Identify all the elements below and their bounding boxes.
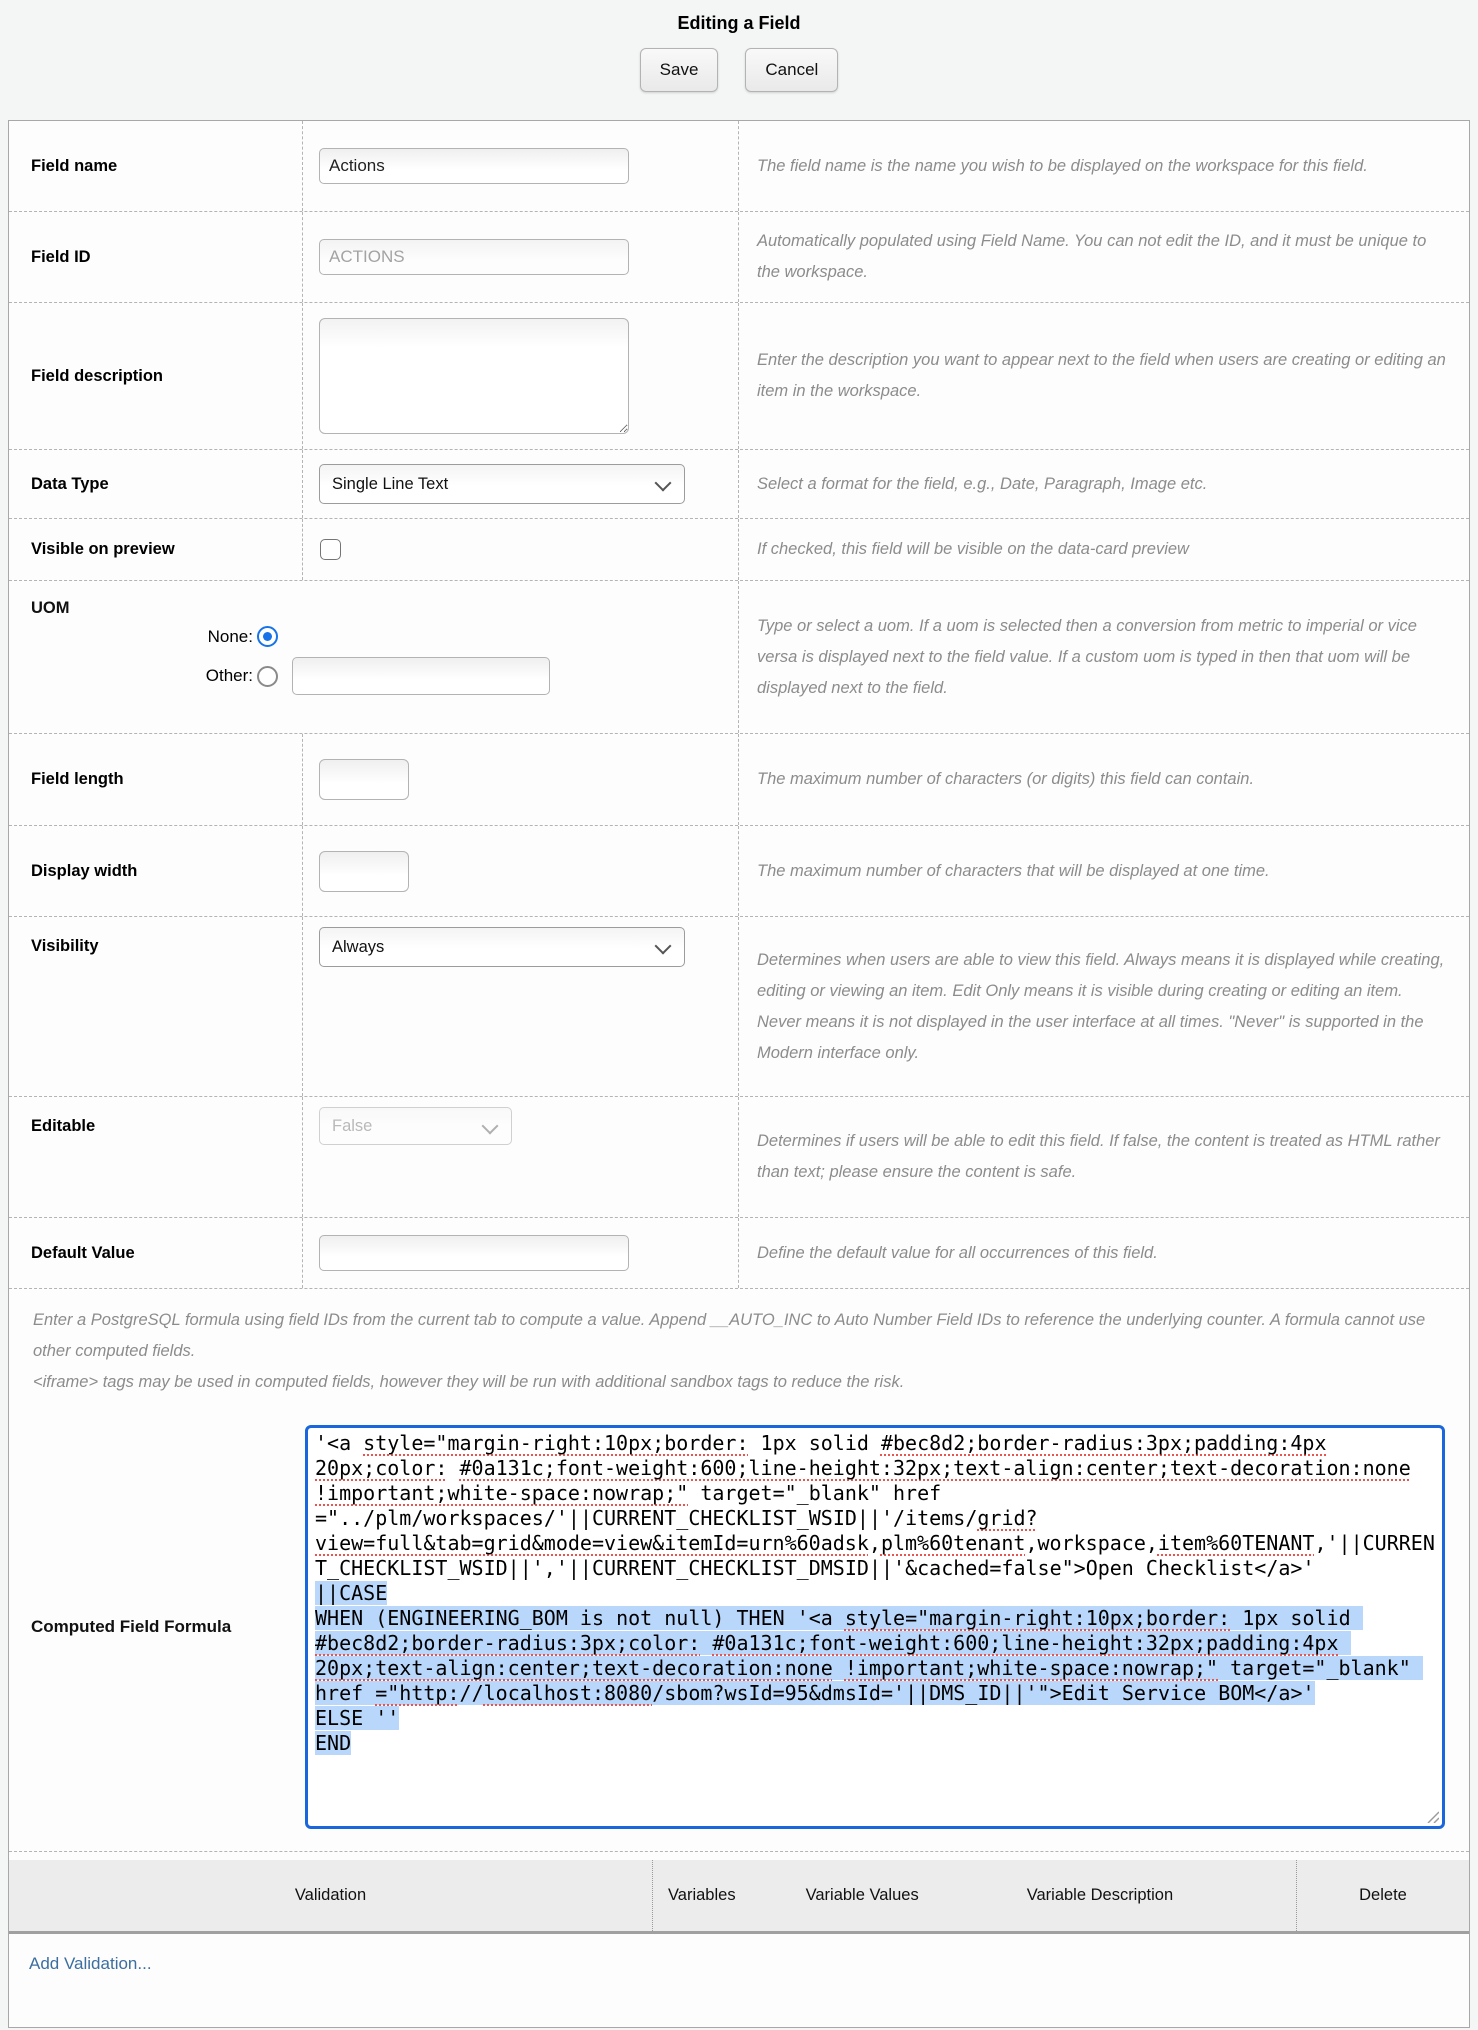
visible-on-preview-checkbox[interactable]	[320, 539, 341, 560]
field-description-label: Field description	[31, 366, 164, 385]
field-id-label: Field ID	[31, 247, 91, 266]
save-button[interactable]: Save	[640, 48, 719, 92]
row-default-value	[9, 1218, 1469, 1289]
row-field-name	[9, 121, 1469, 212]
row-uom	[9, 581, 1469, 734]
visibility-description: Determines when users are able to view this field. Always means it is displayed while creating, editing or viewing an item. Edit Only means it is visible during creating or editing an item. Never means it is not displayed in the user interface at all times. "Never" is supported in the Modern interface only.	[757, 950, 1445, 1062]
field-id-description: Automatically populated using Field Name. You can not edit the ID, and it must be unique to the workspace.	[757, 232, 1427, 281]
row-field-description	[9, 303, 1469, 450]
display-width-label: Display width	[31, 861, 138, 880]
formula-note	[9, 1289, 1469, 1417]
editable-description: Determines if users will be able to edit this field. If false, the content is treated as HTML rather than text; please ensure the content is safe.	[757, 1132, 1440, 1181]
computed-field-formula-label: Computed Field Formula	[31, 1617, 232, 1636]
formula-note-line2: <iframe> tags may be used in computed fields, however they will be run with additional sandbox tags to reduce the risk.	[33, 1373, 905, 1391]
row-computed-field-formula	[9, 1417, 1469, 1852]
row-visible-on-preview	[9, 519, 1469, 581]
uom-none-radio[interactable]	[257, 626, 278, 647]
formula-code-selected: ||CASE WHEN (ENGINEERING_BOM is not null) THEN '<a style="margin-right:10px;border: 1px solid #bec8d2;border-radius:3px;color: #0a131c;font-weight:600;line-height:32px;padding:4px 20px;text-align:center;text-decoration:none !important;white-space:nowrap;" target="_blank" href ="http://localhost:8080/sbom?wsId=95&dmsId='||DMS_ID||'">Edit Service BOM</a>' ELSE '' END	[315, 1581, 1423, 1755]
field-description-textarea[interactable]	[319, 318, 629, 434]
field-name-input[interactable]	[319, 148, 629, 184]
page-header	[0, 0, 1478, 120]
computed-field-formula-textarea[interactable]	[305, 1425, 1445, 1829]
header-buttons	[0, 48, 1478, 92]
delete-column-header: Delete	[1359, 1886, 1407, 1904]
field-length-label: Field length	[31, 770, 124, 788]
data-type-description: Select a format for the field, e.g., Date, Paragraph, Image etc.	[757, 474, 1208, 493]
uom-other-label: Other:	[205, 666, 253, 685]
editable-label: Editable	[31, 1117, 96, 1135]
uom-other-input[interactable]	[292, 657, 550, 695]
default-value-input[interactable]	[319, 1235, 629, 1271]
field-editor-panel	[8, 120, 1470, 2028]
row-data-type	[9, 450, 1469, 519]
formula-note-line1: Enter a PostgreSQL formula using field IDs from the current tab to compute a value. Append __AUTO_INC to Auto Number Field IDs to reference the underlying counter. A formula cannot use other computed fields.	[33, 1311, 1426, 1360]
uom-description: Type or select a uom. If a uom is selected then a conversion from metric to imperial or vice versa is displayed next to the field value. If a custom uom is typed in then that uom will be displayed next to the field.	[757, 616, 1417, 697]
variable-values-column-header: Variable Values	[805, 1886, 919, 1904]
variables-column-header: Variables	[668, 1886, 736, 1904]
variable-description-column-header: Variable Description	[1026, 1886, 1174, 1904]
validation-column-header: Validation	[294, 1886, 367, 1904]
field-length-description: The maximum number of characters (or digits) this field can contain.	[757, 770, 1255, 788]
uom-radio-group	[181, 626, 738, 695]
display-width-description: The maximum number of characters that will be displayed at one time.	[757, 861, 1270, 880]
visible-on-preview-label: Visible on preview	[31, 540, 175, 558]
visibility-select[interactable]	[319, 927, 685, 967]
add-validation-link[interactable]: Add Validation...	[29, 1954, 152, 1973]
data-type-select[interactable]	[319, 464, 685, 504]
visibility-label: Visibility	[31, 937, 99, 955]
data-type-label: Data Type	[31, 474, 109, 493]
field-length-input[interactable]	[319, 759, 409, 800]
field-description-description: Enter the description you want to appear next to the field when users are creating or editing an item in the workspace.	[757, 351, 1446, 400]
display-width-input[interactable]	[319, 851, 409, 892]
field-id-input	[319, 239, 629, 275]
row-display-width	[9, 826, 1469, 917]
uom-other-radio[interactable]	[257, 666, 278, 687]
row-field-id	[9, 212, 1469, 303]
field-name-description: The field name is the name you wish to be displayed on the workspace for this field.	[757, 156, 1368, 175]
field-name-label: Field name	[31, 156, 118, 175]
row-visibility	[9, 917, 1469, 1097]
default-value-description: Define the default value for all occurrences of this field.	[757, 1243, 1158, 1262]
visible-on-preview-description: If checked, this field will be visible on the data-card preview	[757, 540, 1189, 558]
validation-table-header	[9, 1860, 1469, 1934]
uom-label: UOM	[31, 599, 70, 617]
resize-handle-icon[interactable]	[1426, 1810, 1439, 1823]
cancel-button[interactable]: Cancel	[745, 48, 838, 92]
default-value-label: Default Value	[31, 1243, 135, 1262]
uom-none-label: None:	[207, 626, 253, 646]
row-field-length	[9, 734, 1469, 826]
formula-code-normal: '<a style="margin-right:10px;border: 1px solid #bec8d2;border-radius:3px;padding:4px 20px;color: #0a131c;font-weight:600;line-height:32px;text-align:center;text-decoration:none !important;white-space:nowrap;" target="_blank" href ="../plm/workspaces/'||CURRENT_CHECKLIST_WSID||'/items/grid?view=full&tab=grid&mode=view&itemId=urn%60adsk,plm%60tenant,workspace,item%60TENANT,'||CURRENT_CHECKLIST_WSID||','||CURRENT_CHECKLIST_DMSID||'&cached=false">Open Checklist</a>'	[315, 1431, 1435, 1580]
editable-select	[319, 1107, 512, 1145]
row-editable	[9, 1097, 1469, 1218]
page-title: Editing a Field	[677, 13, 801, 33]
